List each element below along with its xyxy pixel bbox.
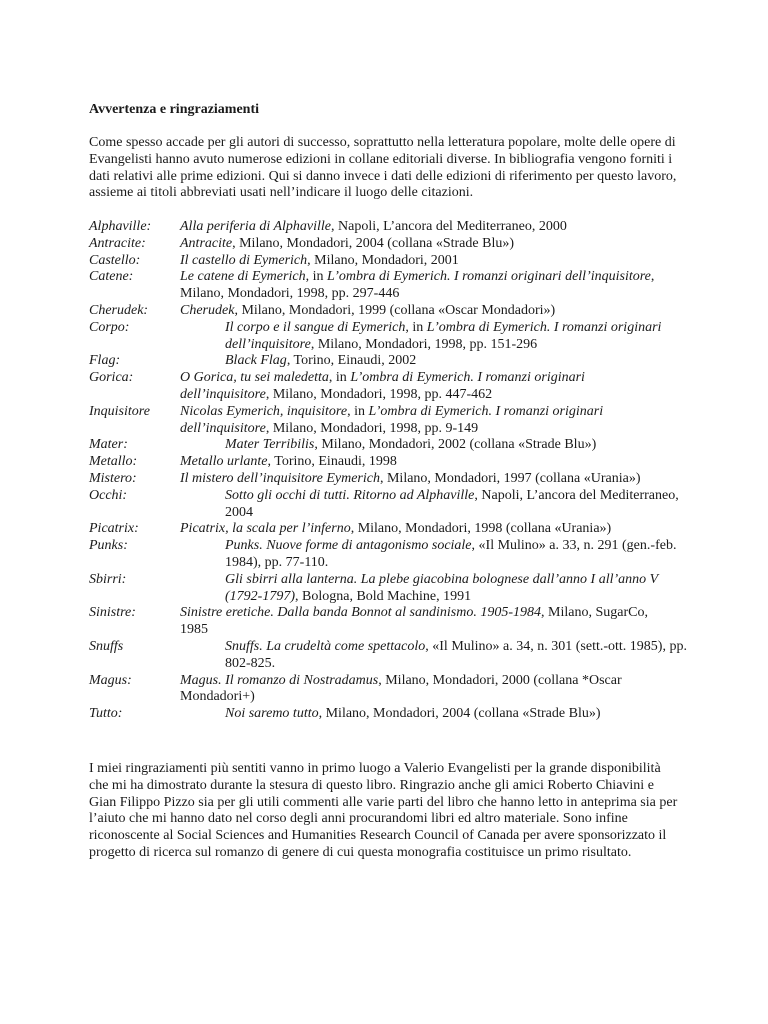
- entry-description: [180, 404, 655, 438]
- entry-abbreviation: Tutto:: [89, 706, 123, 722]
- entry-details: , Milano, Mondadori, 1997 (collana «Urania»): [379, 470, 641, 486]
- entry-title: Sinistre eretiche. Dalla banda Bonnot al sandinismo. 1905-1984: [180, 605, 541, 621]
- entry-title: Metallo urlante: [180, 454, 268, 470]
- entry-abbreviation: Snuffs: [89, 638, 124, 654]
- entry-details: , Milano, Mondadori, 1998, pp. 9-149: [265, 420, 479, 436]
- list-item: [89, 404, 689, 438]
- entry-abbreviation: Antracite:: [89, 235, 146, 251]
- entry-details: , Milano, SugarCo, 1985: [180, 605, 648, 638]
- acknowledgements-paragraph: I miei ringraziamenti più sentiti vanno in primo luogo a Valerio Evangelisti per la grande disponibilità che mi ha dimostrato durante la stesura di questo libro. Ringrazio anche gli amici Roberto Chiavini e Gian Filippo Pizzo sia per gli utili commenti alle varie parti del libro che hanno letto in anteprima sia per l’aiuto che mi hanno dato nel corso degli anni procurandomi libri ed altro materiale. Sono infine riconoscente al Social Sciences and Humanities Research Council of Canada per avere sponsorizzato il progetto di ricerca sul romanzo di genere di cui questa monografia costituisce un primo risultato.: [89, 761, 678, 860]
- entry-details: , Torino, Einaudi, 1998: [267, 454, 397, 470]
- entry-title: Magus. Il romanzo di Nostradamus: [180, 672, 379, 688]
- entry-container-title: L’ombra di Eymerich. I romanzi originari dell’inquisitore: [225, 319, 662, 352]
- entry-title: Noi saremo tutto: [225, 706, 319, 722]
- list-item: [89, 639, 689, 673]
- section-heading: Avvertenza e ringraziamenti: [89, 102, 260, 117]
- entry-title: Il mistero dell’inquisitore Eymerich: [180, 470, 380, 486]
- entry-abbreviation: Alphaville:: [89, 219, 152, 234]
- entry-abbreviation: Cherudek:: [89, 302, 149, 318]
- entry-abbreviation: Castello:: [89, 252, 141, 268]
- entry-description: [180, 521, 655, 538]
- entry-abbreviation: Metallo:: [89, 454, 138, 470]
- entry-abbreviation: Punks:: [89, 538, 128, 554]
- entry-abbreviation: Mater:: [89, 437, 128, 453]
- list-item: [89, 353, 689, 370]
- entry-title: Nicolas Eymerich, inquisitore: [180, 403, 348, 419]
- entry-abbreviation: Sinistre:: [89, 605, 136, 621]
- entry-connector: , in: [328, 370, 351, 386]
- entry-abbreviation: Flag:: [89, 353, 121, 369]
- list-item: [89, 370, 689, 404]
- entry-abbreviation: Magus:: [89, 672, 132, 688]
- entry-title: Mater Terribilis: [225, 437, 315, 453]
- entry-title: Il castello di Eymerich: [180, 252, 308, 268]
- abbreviation-list: [89, 219, 689, 723]
- entry-connector: , in: [305, 269, 327, 285]
- entry-description: [180, 353, 689, 370]
- entry-description: [180, 370, 655, 404]
- entry-connector: , in: [405, 319, 427, 335]
- entry-title: Cherudek: [180, 302, 235, 318]
- entry-description: [180, 488, 689, 522]
- entry-title: Sotto gli occhi di tutti. Ritorno ad Alphaville: [225, 487, 475, 503]
- entry-details: , Torino, Einaudi, 2002: [286, 353, 417, 369]
- entry-connector: , in: [347, 403, 369, 419]
- entry-description: [180, 673, 655, 707]
- entry-abbreviation: Mistero:: [89, 470, 137, 486]
- entry-title: Black Flag: [225, 353, 287, 369]
- intro-paragraph: Come spesso accade per gli autori di successo, soprattutto nella letteratura popolare, molte delle opere di Evangelisti hanno avuto numerose edizioni in collane editoriali diverse. In bibliografia vengono forniti i dati relativi alle prime edizioni. Qui si danno invece i dati delle edizioni di riferimento per questo lavoro, assieme ai titoli abbreviati usati nell’indicare il luogo delle citazioni.: [89, 135, 677, 201]
- entry-description: [180, 437, 689, 454]
- entry-title: Alla periferia di Alphaville: [180, 219, 331, 234]
- list-item: [89, 437, 689, 454]
- entry-details: , «Il Mulino» a. 34, n. 301 (sett.-ott. 1985), pp. 802-825.: [225, 638, 687, 671]
- entry-title: O Gorica, tu sei maledetta: [180, 370, 329, 386]
- entry-details: , «Il Mulino» a. 33, n. 291 (gen.-feb. 1984), pp. 77-110.: [225, 538, 677, 570]
- list-item: [89, 572, 689, 606]
- entry-title: Antracite: [180, 235, 233, 251]
- entry-title: Il corpo e il sangue di Eymerich: [225, 319, 406, 335]
- entry-title: Snuffs. La crudeltà come spettacolo: [225, 638, 426, 654]
- list-item: [89, 303, 689, 320]
- list-item: [89, 320, 689, 354]
- entry-container-title: L’ombra di Eymerich. I romanzi originari dell’inquisitore: [180, 370, 585, 402]
- entry-description: [180, 236, 655, 253]
- list-item: [89, 488, 689, 522]
- entry-details: , Milano, Mondadori, 1998 (collana «Urania»): [350, 521, 612, 537]
- list-item: [89, 471, 689, 488]
- list-item: [89, 253, 689, 270]
- list-item: [89, 521, 689, 538]
- entry-details: , Bologna, Bold Machine, 1991: [295, 588, 472, 604]
- list-item: [89, 673, 689, 707]
- entry-container-title: L’ombra di Eymerich. I romanzi originari dell’inquisitore: [326, 269, 651, 285]
- entry-details: , Milano, Mondadori, 2001: [307, 252, 459, 268]
- entry-details: , Milano, Mondadori, 1998, pp. 151-296: [310, 336, 538, 352]
- list-item: [89, 236, 689, 253]
- entry-abbreviation: Inquisitore: [89, 403, 150, 419]
- entry-description: [180, 303, 655, 320]
- entry-description: [180, 706, 689, 723]
- entry-details: , Milano, Mondadori, 2000 (collana *Oscar Mondadori+): [180, 672, 622, 705]
- entry-description: [180, 605, 655, 639]
- entry-abbreviation: Sbirri:: [89, 571, 127, 587]
- entry-abbreviation: Corpo:: [89, 319, 130, 335]
- entry-details: , Napoli, L’ancora del Mediterraneo, 2004: [225, 487, 679, 520]
- entry-abbreviation: Gorica:: [89, 370, 134, 386]
- list-item: [89, 269, 689, 303]
- entry-details: , Milano, Mondadori, 2004 (collana «Strade Blu»): [232, 235, 515, 251]
- list-item: [89, 605, 689, 639]
- entry-description: [180, 639, 689, 673]
- entry-abbreviation: Picatrix:: [89, 521, 139, 537]
- entry-description: [180, 471, 655, 488]
- list-item: [89, 219, 689, 236]
- entry-title: Punks. Nuove forme di antagonismo sociale: [225, 538, 472, 554]
- entry-details: , Milano, Mondadori, 1998, pp. 447-462: [265, 386, 493, 402]
- entry-description: [180, 320, 689, 354]
- entry-description: [180, 219, 655, 236]
- entry-description: [180, 538, 689, 572]
- entry-abbreviation: Occhi:: [89, 487, 128, 503]
- list-item: [89, 538, 689, 572]
- entry-description: [180, 572, 689, 606]
- entry-details: , Milano, Mondadori, 2004 (collana «Strade Blu»): [318, 706, 601, 722]
- entry-title: Le catene di Eymerich: [180, 269, 306, 285]
- entry-container-title: L’ombra di Eymerich. I romanzi originari dell’inquisitore: [180, 403, 604, 436]
- list-item: [89, 706, 689, 723]
- entry-details: , Milano, Mondadori, 1999 (collana «Oscar Mondadori»): [234, 302, 556, 318]
- list-item: [89, 454, 689, 471]
- entry-abbreviation: Catene:: [89, 269, 134, 285]
- entry-details: , Napoli, L’ancora del Mediterraneo, 2000: [331, 219, 567, 234]
- entry-details: , Milano, Mondadori, 1998, pp. 297-446: [180, 269, 655, 302]
- entry-title: Picatrix, la scala per l’inferno: [180, 521, 351, 537]
- entry-title: Gli sbirri alla lanterna. La plebe giacobina bolognese dall’anno I all’anno V (1792-1797): [225, 571, 658, 604]
- entry-description: [180, 269, 655, 303]
- entry-description: [180, 454, 655, 471]
- entry-details: , Milano, Mondadori, 2002 (collana «Strade Blu»): [314, 437, 597, 453]
- entry-description: [180, 253, 655, 270]
